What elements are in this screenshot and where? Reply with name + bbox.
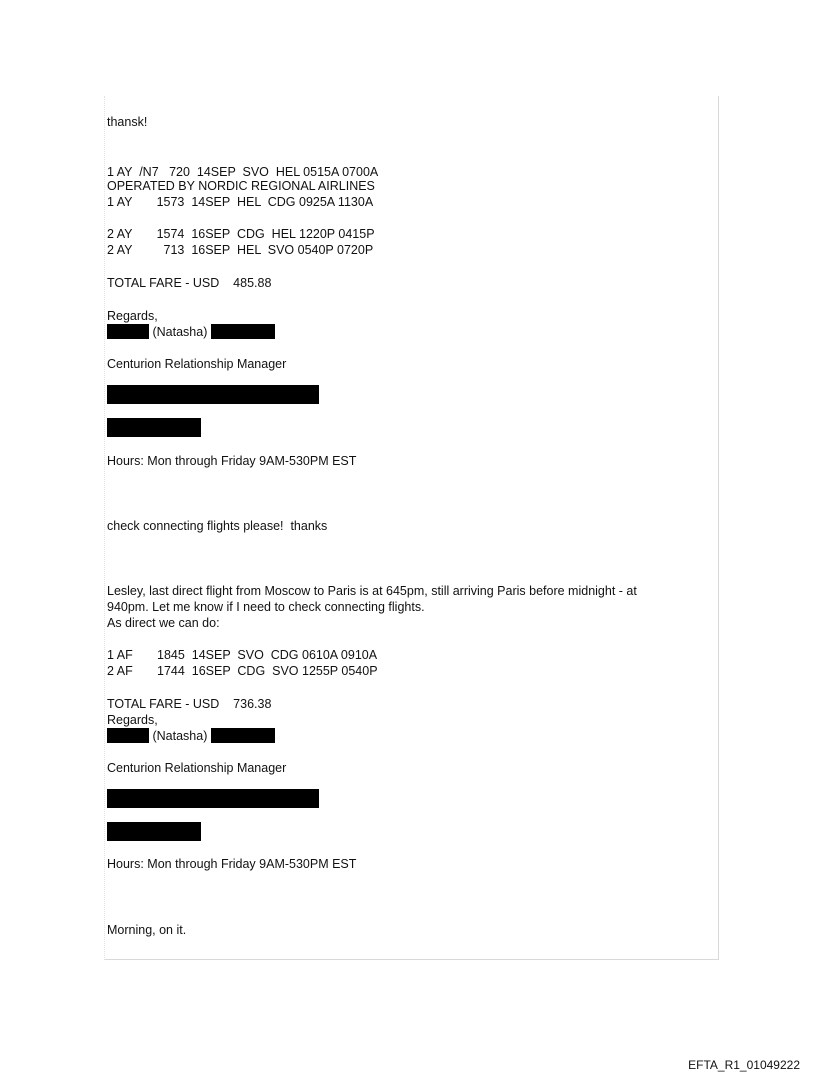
redaction-block <box>107 385 319 404</box>
signature-hours: Hours: Mon through Friday 9AM-530PM EST <box>107 857 357 871</box>
itinerary-line: 2 AY 713 16SEP HEL SVO 0540P 0720P <box>107 243 374 257</box>
signature-nickname: (Natasha) <box>152 729 208 743</box>
redaction-block <box>107 822 201 841</box>
regards-label: Regards, <box>107 309 158 323</box>
redaction-block <box>107 418 201 437</box>
redaction-block <box>107 789 319 808</box>
signature-nickname: (Natasha) <box>152 325 208 339</box>
message-check-connecting: check connecting flights please! thanks <box>107 519 328 533</box>
itinerary-line: 1 AF 1845 14SEP SVO CDG 0610A 0910A <box>107 648 378 662</box>
itinerary-line: OPERATED BY NORDIC REGIONAL AIRLINES <box>107 179 375 193</box>
signature-name-line <box>107 728 275 743</box>
redaction-block <box>107 728 149 743</box>
itinerary-line: 2 AF 1744 16SEP CDG SVO 1255P 0540P <box>107 664 378 678</box>
message-line: 940pm. Let me know if I need to check connecting flights. <box>107 600 425 614</box>
total-fare: TOTAL FARE - USD 736.38 <box>107 697 272 711</box>
message-morning: Morning, on it. <box>107 923 187 937</box>
signature-hours: Hours: Mon through Friday 9AM-530PM EST <box>107 454 357 468</box>
total-fare: TOTAL FARE - USD 485.88 <box>107 276 272 290</box>
signature-name-line <box>107 324 275 339</box>
regards-label: Regards, <box>107 713 158 727</box>
message-line: As direct we can do: <box>107 616 220 630</box>
itinerary-line: 1 AY /N7 720 14SEP SVO HEL 0515A 0700A <box>107 165 379 179</box>
itinerary-line: 1 AY 1573 14SEP HEL CDG 0925A 1130A <box>107 195 374 209</box>
signature-title: Centurion Relationship Manager <box>107 357 287 371</box>
redaction-block <box>211 728 275 743</box>
itinerary-line: 2 AY 1574 16SEP CDG HEL 1220P 0415P <box>107 227 375 241</box>
document-id: EFTA_R1_01049222 <box>688 1058 800 1072</box>
redaction-block <box>107 324 149 339</box>
message-line: Lesley, last direct flight from Moscow to Paris is at 645pm, still arriving Paris before midnight - at <box>107 584 637 598</box>
signature-title: Centurion Relationship Manager <box>107 761 287 775</box>
message-thansk: thansk! <box>107 115 148 129</box>
redaction-block <box>211 324 275 339</box>
